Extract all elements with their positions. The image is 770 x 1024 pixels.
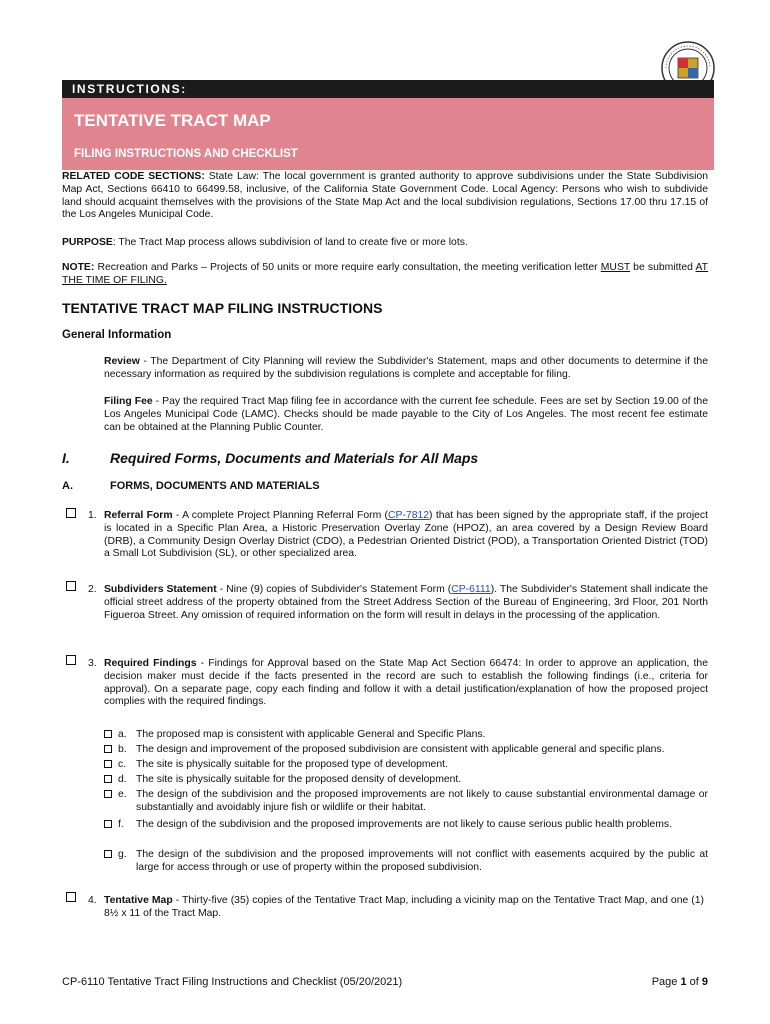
item-number: 4.	[88, 895, 97, 906]
filing-instructions-heading: TENTATIVE TRACT MAP FILING INSTRUCTIONS	[62, 300, 383, 316]
section-numeral: I.	[62, 450, 70, 466]
review-paragraph: Review - The Department of City Planning will review the Subdivider's Statement, maps and other documents to determine if the necessary information as required by the subdivision regulations is complete and acceptable for filing.	[104, 356, 708, 380]
finding-c-text: The site is physically suitable for the proposed type of development.	[136, 759, 448, 770]
page-subtitle: FILING INSTRUCTIONS AND CHECKLIST	[74, 148, 298, 160]
item-number: 3.	[88, 658, 97, 669]
finding-e-text: The design of the subdivision and the proposed improvements are not likely to cause substantial environmental damage or substantially and avoidably injure fish or wildlife or their habitat.	[136, 789, 708, 813]
finding-a-text: The proposed map is consistent with applicable General and Specific Plans.	[136, 729, 486, 740]
checkbox-item-2[interactable]	[66, 581, 76, 591]
item-number: 2.	[88, 584, 97, 595]
subdividers-statement-item: Subdividers Statement - Nine (9) copies of Subdivider's Statement Form (CP-6111). The Subdivider's Statement shall indicate the official street address of the property obtained from the Street Address Section of the Bureau of Engineering, 3rd Floor, 201 North Figueroa Street. Any omission of required information on the form will result in delays in the processing of the application.	[104, 584, 708, 621]
section-title: Required Forms, Documents and Materials for All Maps	[110, 450, 479, 466]
subsection-letter: A.	[62, 480, 73, 492]
checkbox-finding-c[interactable]	[104, 760, 112, 768]
finding-letter: b.	[118, 744, 127, 755]
related-code-paragraph: RELATED CODE SECTIONS: State Law: The local government is granted authority to approve subdivisions under the State Subdivision Map Act, Sections 66410 to 66499.58, inclusive, of the California State Government Code. Local Agency: Persons who wish to subdivide land should acquaint themselves with the provisions of the State Map Act and the local subdivision regulations, Sections 17.00 thru 17.15 of the Los Angeles Municipal Code.	[62, 171, 708, 221]
finding-b-text: The design and improvement of the proposed subdivision are consistent with applicable general and specific plans.	[136, 744, 665, 755]
general-info-heading: General Information	[62, 329, 172, 341]
instructions-banner: INSTRUCTIONS:	[62, 80, 714, 98]
checkbox-item-4[interactable]	[66, 892, 76, 902]
finding-letter: c.	[118, 759, 127, 770]
checkbox-finding-f[interactable]	[104, 820, 112, 828]
tentative-map-item: Tentative Map - Thirty-five (35) copies of the Tentative Tract Map, including a vicinity map on the Tentative Tract Map, and one (1) 8½ x 11 of the Tract Map.	[104, 895, 705, 919]
referral-form-item: Referral Form - A complete Project Planning Referral Form (CP-7812) that has been signed by the appropriate staff, if the project is located in a Specific Plan Area, a Historic Preservation Overlay Zone (HPOZ), an area covered by a Design Review Board (DRB), a Community Design Overlay District (CDO), a Pedestrian Oriented District (POD), a Transportation Oriented District (TOD) a Small Lot Subdivision (SL), or other specialized area.	[104, 510, 709, 560]
checkbox-finding-a[interactable]	[104, 730, 112, 738]
finding-d-text: The site is physically suitable for the proposed density of development.	[136, 774, 462, 785]
finding-letter: g.	[118, 849, 127, 860]
checkbox-finding-g[interactable]	[104, 850, 112, 858]
cp-7812-link[interactable]: CP-7812	[388, 510, 430, 521]
finding-f-text: The design of the subdivision and the proposed improvements are not likely to cause serious public health problems.	[136, 819, 673, 830]
filing-fee-paragraph: Filing Fee - Pay the required Tract Map filing fee in accordance with the current fee schedule. Fees are set by Section 19.00 of the Los Angeles Municipal Code (LAMC). Checks should be made payable to the City of Los Angeles. The most recent fee estimate can be obtained at the Planning Public Counter.	[104, 396, 708, 433]
title-banner	[62, 98, 714, 170]
item-number: 1.	[88, 510, 97, 521]
finding-letter: d.	[118, 774, 127, 785]
checkbox-item-1[interactable]	[66, 508, 76, 518]
cp-6111-link[interactable]: CP-6111	[451, 584, 491, 595]
footer-form-id: CP-6110 Tentative Tract Filing Instructions and Checklist (05/20/2021)	[62, 976, 403, 988]
checkbox-finding-e[interactable]	[104, 790, 112, 798]
footer-page-number: Page 1 of 9	[651, 976, 708, 988]
required-findings-item: Required Findings - Findings for Approval based on the State Map Act Section 66474: In order to approve an application, the decision maker must decide if the facts presented in the record are such to establish the following findings (i.e., criteria for approval). On a separate page, copy each finding and follow it with a detail justification/explanation of how the proposed project complies with the required findings.	[104, 658, 708, 708]
finding-letter: e.	[118, 789, 127, 800]
purpose-paragraph: PURPOSE: The Tract Map process allows subdivision of land to create five or more lots.	[62, 237, 468, 248]
note-paragraph: NOTE: Recreation and Parks – Projects of 50 units or more require early consultation, the meeting verification letter MUST be submitted AT THE TIME OF FILING.	[62, 262, 708, 286]
checkbox-finding-b[interactable]	[104, 745, 112, 753]
checkbox-item-3[interactable]	[66, 655, 76, 665]
finding-letter: a.	[118, 729, 127, 740]
page-title: TENTATIVE TRACT MAP	[74, 111, 271, 130]
finding-letter: f.	[118, 819, 124, 830]
subsection-title: FORMS, DOCUMENTS AND MATERIALS	[110, 480, 320, 492]
checkbox-finding-d[interactable]	[104, 775, 112, 783]
finding-g-text: The design of the subdivision and the proposed improvements will not conflict with easements acquired by the public at large for access through or use of property within the proposed subdivision.	[136, 849, 708, 873]
